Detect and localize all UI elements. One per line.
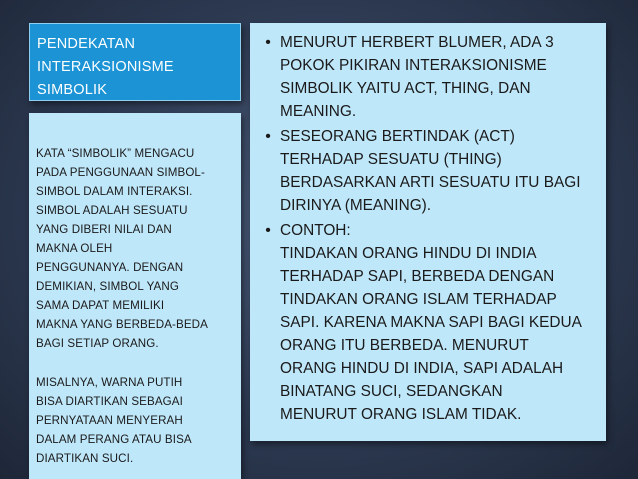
definition-box: [29, 113, 241, 479]
definition-paragraph: KATA “SIMBOLIK” MENGACU PADA PENGGUNAAN SIMBOL- SIMBOL DALAM INTERAKSI. SIMBOL ADALAH SESUATU YANG DIBERI NILAI DAN MAKNA OLEH PENGGUNANYA. DENGAN DEMIKIAN, SIMBOL YANG SAMA DAPAT MEMILIKI MAKNA YANG BERBEDA-BEDA BAGI SETIAP ORANG.: [36, 147, 208, 350]
title-box: [29, 23, 241, 101]
bullet-text: MENURUT HERBERT BLUMER, ADA 3 POKOK PIKIRAN INTERAKSIONISME SIMBOLIK YAITU ACT, THING, DAN MEANING.: [280, 34, 554, 120]
example-paragraph: MISALNYA, WARNA PUTIH BISA DIARTIKAN SEBAGAI PERNYATAAN MENYERAH DALAM PERANG ATAU BISA DIARTIKAN SUCI.: [36, 376, 192, 465]
slide-title: PENDEKATAN INTERAKSIONISME SIMBOLIK: [37, 36, 174, 98]
bullet-content-box: [250, 23, 606, 441]
bullet-icon: •: [265, 128, 271, 145]
bullet-item-blumer: [256, 31, 600, 123]
bullet-item-act: [256, 125, 600, 217]
bullet-text: CONTOH: TINDAKAN ORANG HINDU DI INDIA TERHADAP SAPI, BERBEDA DENGAN TINDAKAN ORANG ISLAM TERHADAP SAPI. KARENA MAKNA SAPI BAGI KEDUA ORANG ITU BERBEDA. MENURUT ORANG HINDU DI INDIA, SAPI ADALAH BINATANG SUCI, SEDANGKAN MENURUT ORANG ISLAM TIDAK.: [280, 222, 582, 423]
bullet-icon: •: [265, 34, 271, 51]
bullet-item-example: [256, 219, 600, 426]
bullet-text: SESEORANG BERTINDAK (ACT) TERHADAP SESUATU (THING) BERDASARKAN ARTI SESUATU ITU BAGI DIRINYA (MEANING).: [280, 128, 581, 214]
bullet-icon: •: [265, 222, 271, 239]
bullet-list: [256, 31, 600, 426]
